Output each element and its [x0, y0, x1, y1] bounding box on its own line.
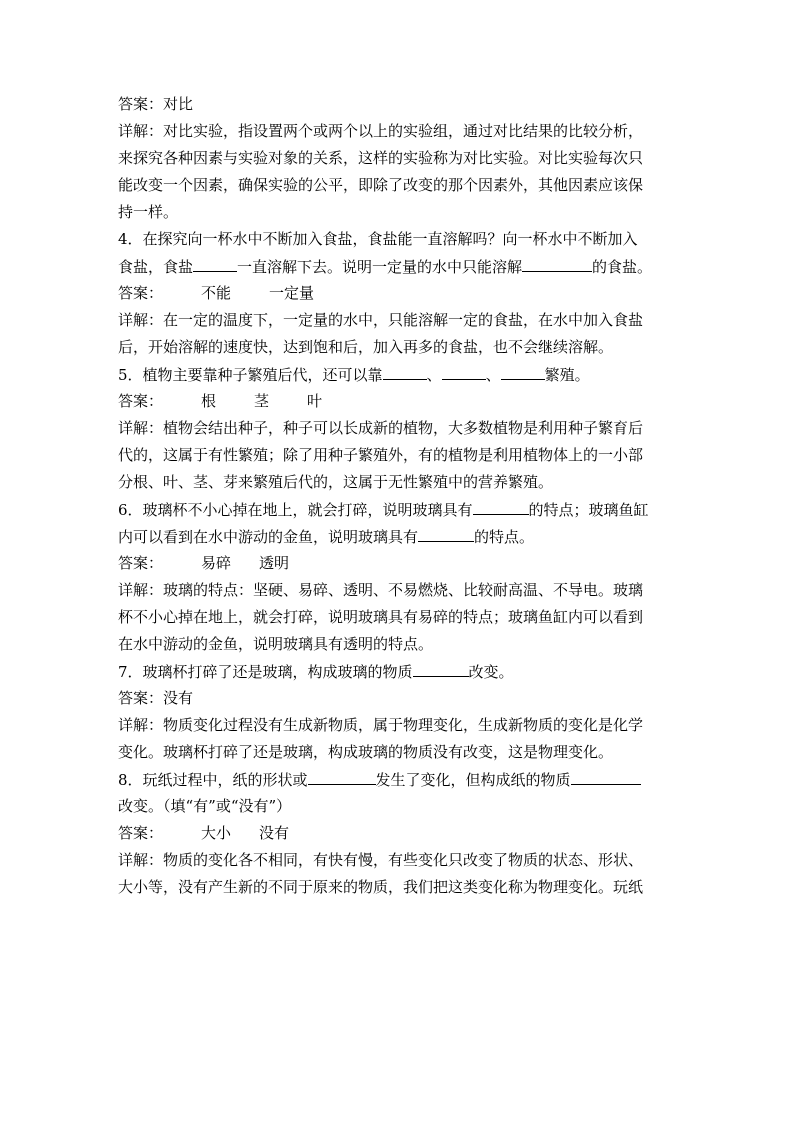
answer-q8-2: 没有	[259, 824, 290, 842]
answer-line-q5	[118, 388, 680, 415]
question-8-line-2: 改变。（填“有”或“没有”）	[118, 797, 292, 815]
answer-label: 答案：	[118, 392, 164, 410]
answer-line-q4	[118, 280, 680, 307]
explain-line: 后，开始溶解的速度快，达到饱和后，加入再多的食盐，也不会继续溶解。	[118, 338, 614, 356]
explain-line: 杯不小心掉在地上，就会打碎，说明玻璃具有易碎的特点；玻璃鱼缸内可以看到	[118, 608, 644, 626]
answer-line-q7	[118, 685, 680, 712]
explain-line: 代的，这属于有性繁殖；除了用种子繁殖外，有的植物是利用植物体上的一小部	[118, 446, 644, 464]
explain-line: 来探究各种因素与实验对象的关系，这样的实验称为对比实验。对比实验每次只	[118, 149, 644, 167]
answer-q4-2: 一定量	[269, 284, 315, 302]
answer-q8-1: 大小	[201, 824, 232, 842]
explain-line: 能改变一个因素，确保实验的公平，即除了改变的那个因素外，其他因素应该保	[118, 176, 644, 194]
explain-label: 详解：	[118, 419, 164, 437]
answer-q6-1: 易碎	[201, 554, 232, 572]
explain-line: 详解：植物会结出种子，种子可以长成新的植物，大多数植物是利用种子繁育后	[118, 419, 644, 437]
answer-q5-1: 根	[201, 392, 217, 410]
question-7-line-1: 7．玻璃杯打碎了还是玻璃，构成玻璃的物质 改变。	[118, 658, 680, 685]
answer-blank	[442, 361, 486, 380]
answer-blank	[383, 361, 427, 380]
answer-blank	[418, 523, 474, 542]
explain-line: 详解：物质变化过程没有生成新物质，属于物理变化，生成新物质的变化是化学	[118, 716, 644, 734]
answer-blank	[193, 253, 237, 272]
answer-q4-1: 不能	[201, 284, 232, 302]
answer-line-q8	[118, 820, 680, 847]
explain-line: 在水中游动的金鱼，说明玻璃具有透明的特点。	[118, 635, 434, 653]
explain-line: 详解：物质的变化各不相同，有快有慢，有些变化只改变了物质的状态、形状、	[118, 851, 644, 869]
answer-blank	[571, 766, 641, 785]
explain-line: 分根、叶、茎、芽来繁殖后代的，这属于无性繁殖中的营养繁殖。	[118, 473, 554, 491]
answer-q5-3: 叶	[307, 392, 323, 410]
answer-label: 答案：	[118, 554, 164, 572]
explain-line: 变化。玻璃杯打碎了还是玻璃，构成玻璃的物质没有改变，这是物理变化。	[118, 743, 614, 761]
answer-label: 答案：	[118, 824, 164, 842]
explain-line: 详解：对比实验，指设置两个或两个以上的实验组，通过对比结果的比较分析，	[118, 122, 644, 140]
answer-label: 答案：	[118, 95, 164, 113]
answer-blank	[522, 253, 592, 272]
question-6-line-1: 6．玻璃杯不小心掉在地上，就会打碎，说明玻璃具有 的特点；玻璃鱼缸	[118, 496, 680, 523]
answer-q5-2: 茎	[254, 392, 270, 410]
question-6-line-2: 内可以看到在水中游动的金鱼，说明玻璃具有 的特点。	[118, 523, 680, 550]
answer-blank	[413, 658, 469, 677]
question-8-line-1: 8．玩纸过程中，纸的形状或 发生了变化，但构成纸的物质	[118, 766, 680, 793]
answer-line-q3	[118, 91, 680, 118]
question-4-line-1: 4．在探究向一杯水中不断加入食盐，食盐能一直溶解吗？向一杯水中不断加入	[118, 230, 638, 248]
explain-line: 持一样。	[118, 203, 179, 221]
explain-line: 详解：玻璃的特点：坚硬、易碎、透明、不易燃烧、比较耐高温、不导电。玻璃	[118, 581, 644, 599]
answer-blank	[308, 766, 376, 785]
question-5-line-1: 5．植物主要靠种子繁殖后代，还可以靠 、 、 繁殖。	[118, 361, 680, 388]
explain-label: 详解：	[118, 311, 164, 329]
explain-line: 大小等，没有产生新的不同于原来的物质，我们把这类变化称为物理变化。玩纸	[118, 878, 644, 896]
question-4-line-2: 食盐，食盐 一直溶解下去。说明一定量的水中只能溶解 的食盐。	[118, 253, 680, 280]
answer-blank	[473, 496, 529, 515]
answer-q7: 没有	[163, 689, 194, 707]
answer-label: 答案：	[118, 689, 164, 707]
explain-line: 详解：在一定的温度下，一定量的水中，只能溶解一定的食盐，在水中加入食盐	[118, 311, 644, 329]
answer-blank	[501, 361, 545, 380]
explain-label: 详解：	[118, 851, 164, 869]
explain-label: 详解：	[118, 122, 164, 140]
answer-q3: 对比	[163, 95, 194, 113]
document-page	[118, 91, 680, 901]
answer-label: 答案：	[118, 284, 164, 302]
answer-line-q6	[118, 550, 680, 577]
explain-label: 详解：	[118, 716, 164, 734]
answer-q6-2: 透明	[259, 554, 290, 572]
explain-label: 详解：	[118, 581, 164, 599]
